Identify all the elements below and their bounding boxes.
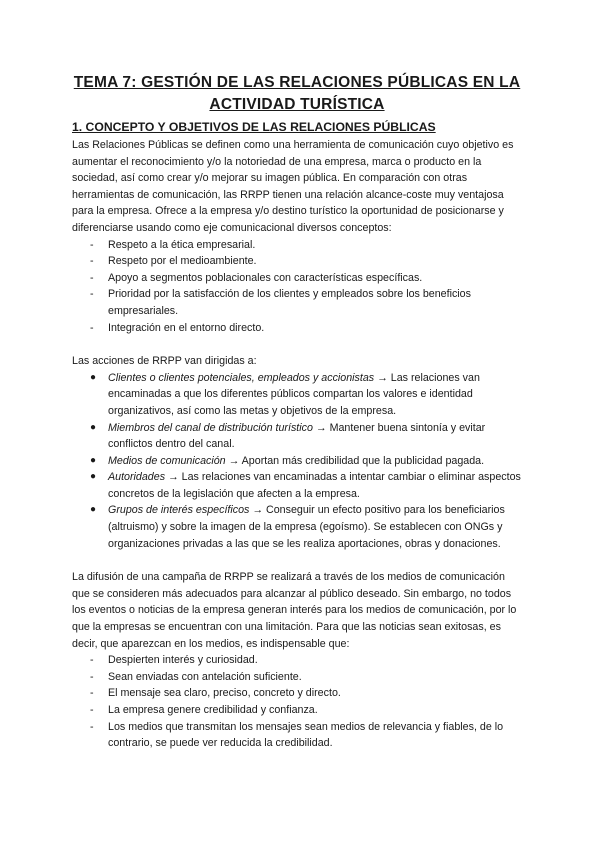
bullet-icon: ● <box>90 471 97 483</box>
list-item: - La empresa genere credibilidad y confianza. <box>72 702 522 719</box>
dash-marker: - <box>90 704 94 716</box>
dash-marker: - <box>90 670 94 683</box>
dash-marker: - <box>90 321 94 334</box>
news-requirements-list <box>72 652 522 752</box>
bullet-icon: ● <box>90 504 97 516</box>
list-item: - Integración en el entorno directo. <box>72 320 522 337</box>
section-heading: 1. CONCEPTO Y OBJETIVOS DE LAS RELACIONES PÚBLICAS <box>72 120 436 134</box>
list-item: ● Autoridades → Las relaciones van encaminadas a intentar cambiar o eliminar aspectos concretos de la legislación que afecten a la empresa. <box>90 471 521 500</box>
dash-marker: - <box>90 271 94 284</box>
diffusion-paragraph: La difusión de una campaña de RRPP se realizará a través de los medios de comunicación que se consideren más adecuados para alcanzar al público deseado. Sin embargo, no todos los eventos o noticias de la empresa generan interés para los medios de comunicación, por lo que la empresas se encuentran con una limitación. Para que las noticias sean exitosas, es decir, que aparezcan en los medios, es indispensable que: <box>72 571 517 650</box>
dash-marker: - <box>90 288 94 301</box>
list-item: - Apoyo a segmentos poblacionales con características específicas. <box>72 270 522 287</box>
dash-marker: - <box>90 255 94 268</box>
bullet-icon: ● <box>90 454 97 466</box>
dash-marker: - <box>90 238 94 251</box>
actions-intro: Las acciones de RRPP van dirigidas a: <box>72 355 257 368</box>
bullet-icon: ● <box>90 371 97 383</box>
bullet-icon: ● <box>90 421 97 433</box>
list-item: - Respeto a la ética empresarial. <box>72 237 522 254</box>
list-item: ● Medios de comunicación → Aportan más credibilidad que la publicidad pagada. <box>72 453 522 470</box>
list-item: - Sean enviadas con antelación suficiente. <box>72 669 522 686</box>
title-line-1: TEMA 7: GESTIÓN DE LAS RELACIONES PÚBLICAS EN LA <box>73 74 521 91</box>
dash-marker: - <box>90 720 94 733</box>
list-item: ● Clientes o clientes potenciales, empleados y accionistas → Las relaciones van encaminadas a que los diferentes públicos compartan los valores e identidad organizativos, así como las metas y objetivos de la empresa. <box>90 371 480 417</box>
dash-marker: - <box>90 687 94 700</box>
list-item: - Despierten interés y curiosidad. <box>72 652 522 669</box>
intro-paragraph: Las Relaciones Públicas se definen como una herramienta de comunicación cuyo objetivo es aumentar el reconocimiento y/o la notoriedad de una empresa, marca o producto en la sociedad, así como crear y/o mejorar su imagen pública. En comparación con otras herramientas de comunicación, las RRPP tienen una relación alcance-coste muy ventajosa para la empresa. Ofrece a la empresa y/o destino turístico la oportunidad de posicionarse y diferenciarse usando como eje comunicacional diversos conceptos: <box>72 139 514 234</box>
list-item: ● Miembros del canal de distribución turístico → Mantener buena sintonía y evitar conflictos dentro del canal. <box>90 421 486 451</box>
dash-marker: - <box>90 654 94 667</box>
list-item: - Prioridad por la satisfacción de los clientes y empleados sobre los beneficios empresariales. <box>90 288 471 317</box>
actions-list <box>72 370 522 553</box>
list-item: - El mensaje sea claro, preciso, concreto y directo. <box>72 685 522 702</box>
concepts-list <box>72 237 522 337</box>
list-item: - Los medios que transmitan los mensajes sean medios de relevancia y fiables, de lo contrario, se puede ver reducida la credibilidad. <box>90 720 504 750</box>
title-line-2: ACTIVIDAD TURÍSTICA <box>209 96 385 113</box>
list-item: ● Grupos de interés específicos → Conseguir un efecto positivo para los beneficiarios (altruismo) y sobre la imagen de la empresa (egoísmo). Se establecen con ONGs y organizaciones privadas a las que se les realiza aportaciones, obras y donaciones. <box>90 504 505 550</box>
list-item: - Respeto por el medioambiente. <box>72 253 522 270</box>
page-title <box>72 72 522 116</box>
